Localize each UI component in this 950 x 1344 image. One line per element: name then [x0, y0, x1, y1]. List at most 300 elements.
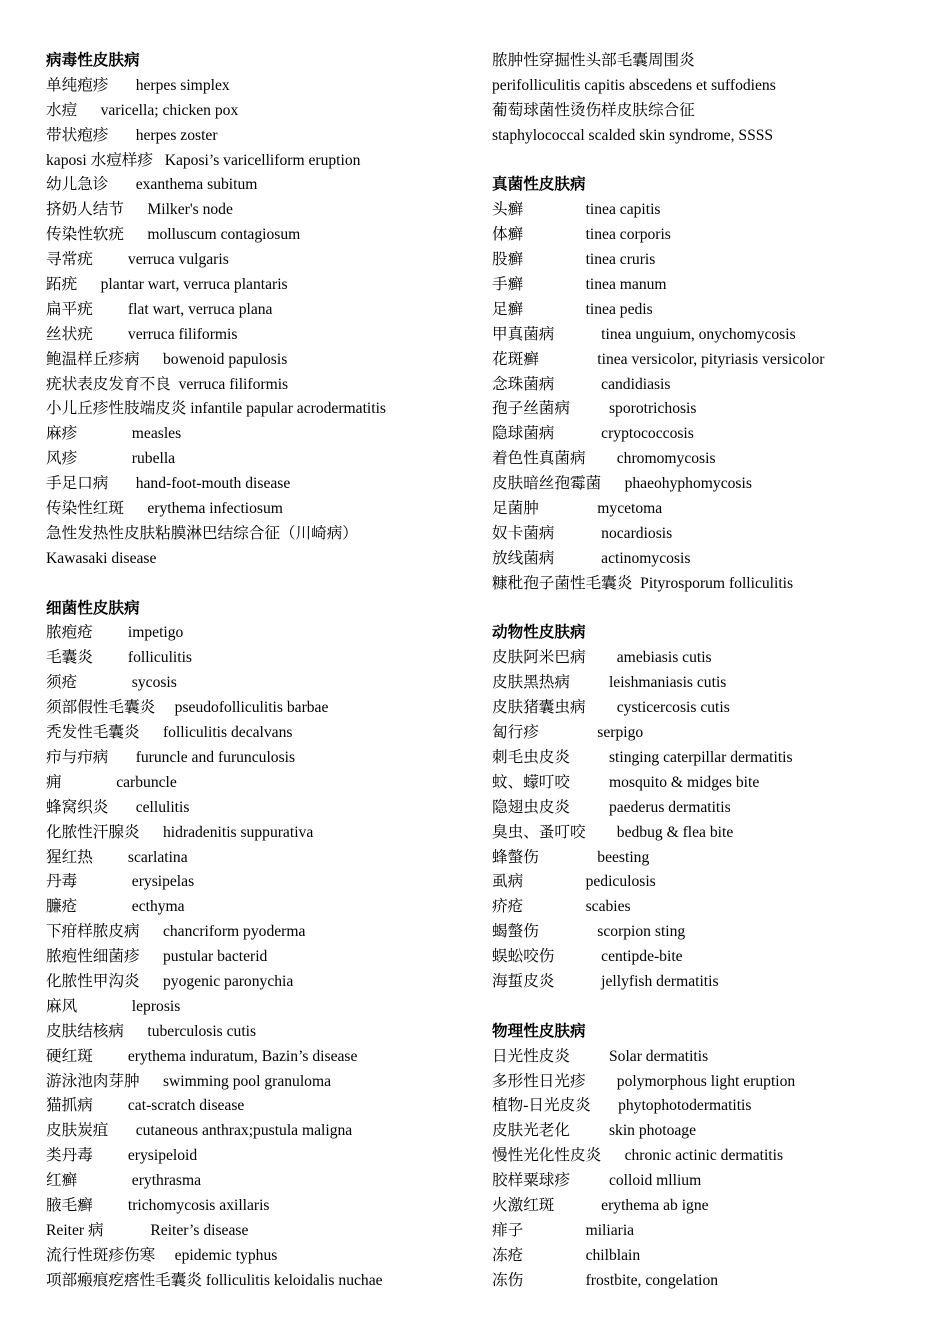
- term-english: erythema ab igne: [601, 1196, 709, 1214]
- term-spacer: [523, 1272, 585, 1289]
- term-chinese: 植物-日光皮炎: [492, 1097, 591, 1115]
- term-chinese: 多形性日光疹: [492, 1072, 586, 1090]
- term-spacer: [108, 77, 135, 94]
- term-chinese: 皮肤光老化: [492, 1122, 570, 1140]
- term-measles: [46, 422, 476, 447]
- term-chinese: 游泳池肉芽肿: [46, 1072, 140, 1090]
- term-chinese: 匐行疹: [492, 724, 539, 742]
- term-skin-photoage: [492, 1119, 932, 1144]
- term-spacer: [586, 649, 617, 666]
- term-verruca-filiformis: [46, 373, 476, 398]
- term-chinese: 蜈蚣咬伤: [492, 948, 555, 966]
- term-spacer: [108, 749, 135, 766]
- term-amebiasis-cutis: [492, 646, 932, 671]
- term-spacer: [570, 1122, 609, 1139]
- term-spacer: [93, 649, 128, 666]
- term-chinese: 冻疮: [492, 1246, 524, 1264]
- term-english: beesting: [597, 848, 650, 866]
- term-spacer: [108, 176, 135, 193]
- term-spacer: [523, 1222, 585, 1239]
- term-english: pseudofolliculitis barbae: [174, 699, 329, 717]
- term-impetigo: [46, 621, 476, 646]
- term-spacer: [93, 1097, 128, 1114]
- term-english: miliaria: [585, 1221, 635, 1239]
- term-chinese: 孢子丝菌病: [492, 400, 570, 418]
- term-chinese: 水痘: [46, 101, 78, 119]
- term-english: pediculosis: [585, 873, 656, 891]
- term-flat-wart-verruca-plana: [46, 298, 476, 323]
- term-spacer: [108, 127, 135, 144]
- term-english: swimming pool granuloma: [162, 1072, 332, 1090]
- term-english: impetigo: [127, 624, 184, 642]
- term-spacer: [108, 799, 135, 816]
- term-bowenoid-papulosis: [46, 348, 476, 373]
- term-spacer: [77, 998, 132, 1015]
- term-english: Milker's node: [147, 201, 233, 219]
- term-chinese: 腋毛癣: [46, 1196, 93, 1214]
- term-chinese: 慢性光化性皮炎: [492, 1147, 602, 1165]
- term-text-line: 脓肿性穿掘性头部毛囊周围炎: [492, 52, 695, 69]
- term-chinese: 小儿丘疹性肢端皮炎: [46, 400, 187, 418]
- term-english: frostbite, congelation: [585, 1271, 719, 1289]
- term-english: colloid mllium: [608, 1172, 702, 1190]
- term-english: Kaposi’s varicelliform eruption: [164, 151, 361, 169]
- term-varicella-chicken-pox: [46, 99, 476, 124]
- term-miliaria: [492, 1219, 932, 1244]
- term-leishmaniasis-cutis: [492, 671, 932, 696]
- term-pityrosporum-folliculitis: [492, 572, 932, 597]
- term-chinese: 隐球菌病: [492, 425, 555, 443]
- term-scabies: [492, 895, 932, 920]
- term-english: herpes simplex: [135, 76, 230, 94]
- term-chinese: 挤奶人结节: [46, 201, 124, 219]
- term-cryptococcosis: [492, 422, 932, 447]
- term-spacer: [62, 774, 117, 791]
- term-english: cat-scratch disease: [127, 1097, 245, 1115]
- term-english: sycosis: [131, 674, 177, 692]
- term-english: amebiasis cutis: [616, 649, 712, 667]
- term-spacer: [93, 1147, 128, 1164]
- term-spacer: [124, 226, 147, 243]
- term-chinese: 麻风: [46, 997, 78, 1015]
- term-english: furuncle and furunculosis: [135, 748, 296, 766]
- term-chinese: 皮肤黑热病: [492, 674, 570, 692]
- term-leprosis: [46, 995, 476, 1020]
- term-scorpion-sting: [492, 920, 932, 945]
- term-spacer: [586, 1073, 617, 1090]
- term-english: chilblain: [585, 1246, 641, 1264]
- term-spacer: [93, 251, 128, 268]
- term-hidradenitis-suppurativa: [46, 821, 476, 846]
- term-english: flat wart, verruca plana: [127, 300, 273, 318]
- term-chinese: 着色性真菌病: [492, 450, 586, 468]
- term-spacer: [591, 1097, 618, 1114]
- term-english: verruca vulgaris: [127, 251, 229, 269]
- term-spacer: [570, 774, 609, 791]
- term-spacer: [586, 450, 617, 467]
- term-english: measles: [131, 425, 182, 443]
- term-english: actinomycosis: [601, 549, 691, 567]
- term-english: folliculitis keloidalis nuchae: [205, 1271, 383, 1289]
- term-spacer: [140, 923, 163, 940]
- term-english: skin photoage: [608, 1122, 697, 1140]
- term-english: chronic actinic dermatitis: [624, 1147, 784, 1165]
- term-chinese: 足癣: [492, 300, 524, 318]
- term-chinese: 放线菌病: [492, 549, 555, 567]
- term-phaeohyphomycosis: [492, 472, 932, 497]
- term-chinese: 蜂螫伤: [492, 848, 539, 866]
- term-english: centipde-bite: [601, 948, 683, 966]
- term-pustular-bacterid: [46, 945, 476, 970]
- term-tinea-corporis: [492, 223, 932, 248]
- term-english: bedbug & flea bite: [616, 823, 734, 841]
- term-chinese: 寻常疣: [46, 251, 93, 269]
- term-chronic-actinic-dermatitis: [492, 1144, 932, 1169]
- term-spacer: [140, 724, 163, 741]
- term-erysipeloid: [46, 1144, 476, 1169]
- term-chinese: 皮肤结核病: [46, 1022, 124, 1040]
- section-spacer: [492, 597, 932, 622]
- term-herpes-simplex: [46, 74, 476, 99]
- term-pyogenic-paronychia: [46, 970, 476, 995]
- term-english: verruca filiformis: [127, 325, 238, 343]
- term-verruca-vulgaris: [46, 248, 476, 273]
- term-chinese: 冻伤: [492, 1271, 524, 1289]
- term-english: tinea unguium, onychomycosis: [601, 325, 796, 343]
- term-chinese: 毛囊炎: [46, 649, 93, 667]
- term-english: leishmaniasis cutis: [608, 674, 727, 692]
- term-chinese: 头癣: [492, 201, 524, 219]
- term-chinese: 花斑癣: [492, 350, 539, 368]
- term-spacer: [586, 699, 617, 716]
- term-chinese: 化脓性汗腺炎: [46, 823, 140, 841]
- term-english: pyogenic paronychia: [162, 972, 294, 990]
- term-spacer: [523, 1247, 585, 1264]
- term-colloid-mllium: [492, 1169, 932, 1194]
- term-epidemic-typhus: [46, 1244, 476, 1269]
- term-english: phytophotodermatitis: [618, 1097, 752, 1115]
- term-text-line: Kawasaki disease: [46, 549, 157, 567]
- term-erythema-ab-igne: [492, 1194, 932, 1219]
- term-rubella: [46, 447, 476, 472]
- term-cysticercosis-cutis: [492, 696, 932, 721]
- term-chinese: 疖与疖病: [46, 748, 109, 766]
- term-english: rubella: [131, 450, 176, 468]
- term-spacer: [601, 475, 624, 492]
- term-exanthema-subitum: [46, 173, 476, 198]
- term-text-line: perifolliculitis capitis abscedens et suffodiens: [492, 76, 776, 94]
- term-english: serpigo: [597, 724, 644, 742]
- term-chromomycosis: [492, 447, 932, 472]
- term-chinese: 风疹: [46, 450, 78, 468]
- term-beesting: [492, 846, 932, 871]
- term-english: scabies: [585, 898, 631, 916]
- term-chinese: 猫抓病: [46, 1097, 93, 1115]
- term-spacer: [554, 326, 601, 343]
- section-heading: 细菌性皮肤病: [46, 599, 140, 617]
- term-reiter-s-disease: [46, 1219, 476, 1244]
- term-spacer: [539, 849, 597, 866]
- term-spacer: [523, 201, 585, 218]
- term-spacer: [155, 699, 175, 716]
- term-scarlatina: [46, 846, 476, 871]
- term-chinese: 蚊、蠓叮咬: [492, 773, 570, 791]
- term-erythema-induratum-bazin-s-disease: [46, 1045, 476, 1070]
- term-spacer: [108, 475, 135, 492]
- term-bedbug-flea-bite: [492, 821, 932, 846]
- term-english: mycetoma: [597, 500, 663, 518]
- term-spacer: [140, 973, 163, 990]
- term-swimming-pool-granuloma: [46, 1070, 476, 1095]
- term-tinea-unguium-onychomycosis: [492, 323, 932, 348]
- term-chinese: 臁疮: [46, 898, 78, 916]
- term-english: cellulitis: [135, 798, 190, 816]
- term-sporotrichosis: [492, 397, 932, 422]
- term-chinese: 带状疱疹: [46, 126, 109, 144]
- term-tinea-capitis: [492, 198, 932, 223]
- term-chinese: 股癣: [492, 251, 524, 269]
- section-spacer: [492, 149, 932, 174]
- term-spacer: [523, 898, 585, 915]
- term-chinese: Reiter 病: [46, 1221, 104, 1239]
- term-paederus-dermatitis: [492, 796, 932, 821]
- term-chinese: 脓疱性细菌疹: [46, 948, 140, 966]
- term-chinese: 胶样粟球疹: [492, 1172, 570, 1190]
- term-spacer: [77, 1172, 132, 1189]
- term-spacer: [601, 1147, 624, 1164]
- term-english: sporotrichosis: [608, 400, 697, 418]
- term-chinese: 须疮: [46, 674, 78, 692]
- term-english: hidradenitis suppurativa: [162, 823, 314, 841]
- term-spacer: [77, 873, 132, 890]
- term-jellyfish-dermatitis: [492, 970, 932, 995]
- term-spacer: [554, 1197, 601, 1214]
- term-spacer: [77, 450, 132, 467]
- term-chinese: 丹毒: [46, 873, 78, 891]
- term-english: cutaneous anthrax;pustula maligna: [135, 1122, 353, 1140]
- term-chinese: 皮肤炭疽: [46, 1122, 109, 1140]
- term-spacer: [124, 1023, 147, 1040]
- term-spacer: [77, 898, 132, 915]
- term-chinese: 丝状疣: [46, 325, 93, 343]
- term-spacer: [93, 1197, 128, 1214]
- term-english: tinea cruris: [585, 251, 656, 269]
- right-column: [492, 49, 932, 1294]
- term-chinese: 蜂窝织炎: [46, 798, 109, 816]
- term-english: Reiter’s disease: [150, 1221, 249, 1239]
- term-chinese: 猩红热: [46, 848, 93, 866]
- term-english: infantile papular acrodermatitis: [190, 400, 386, 418]
- term-infantile-papular-acrodermatitis: [46, 397, 476, 422]
- term-mycetoma: [492, 497, 932, 522]
- term-chinese: 足菌肿: [492, 500, 539, 518]
- term-english: erysipelas: [131, 873, 195, 891]
- term-spacer: [523, 226, 585, 243]
- term-spacer: [570, 749, 609, 766]
- term-english: chromomycosis: [616, 450, 716, 468]
- term-spacer: [140, 948, 163, 965]
- term-chinese: 扁平疣: [46, 300, 93, 318]
- term-spacer: [77, 276, 100, 293]
- term-english: tinea pedis: [585, 300, 653, 318]
- term-chinese: 臭虫、蚤叮咬: [492, 823, 586, 841]
- term-serpigo: [492, 721, 932, 746]
- term-chinese: 单纯疱疹: [46, 76, 109, 94]
- term-kaposi-s-varicelliform-eruption: [46, 149, 476, 174]
- term-verruca-filiformis: [46, 323, 476, 348]
- term-spacer: [93, 326, 128, 343]
- term-spacer: [124, 500, 147, 517]
- term-herpes-zoster: [46, 124, 476, 149]
- term-spacer: [570, 1172, 609, 1189]
- term-polymorphous-light-eruption: [492, 1070, 932, 1095]
- term-phytophotodermatitis: [492, 1094, 932, 1119]
- term-english: Solar dermatitis: [608, 1047, 709, 1065]
- term-chinese: 日光性皮炎: [492, 1047, 570, 1065]
- section-spacer: [46, 572, 476, 597]
- term-spacer: [554, 948, 601, 965]
- section-heading: 真菌性皮肤病: [492, 176, 586, 194]
- term-spacer: [554, 550, 601, 567]
- term-english: tuberculosis cutis: [147, 1022, 257, 1040]
- term-chilblain: [492, 1244, 932, 1269]
- term-spacer: [523, 276, 585, 293]
- term-english: ecthyma: [131, 898, 185, 916]
- term-tuberculosis-cutis: [46, 1020, 476, 1045]
- term-chinese: 皮肤阿米巴病: [492, 649, 586, 667]
- term-spacer: [539, 500, 597, 517]
- term-english: chancriform pyoderma: [162, 923, 306, 941]
- term-chinese: 隐翅虫皮炎: [492, 798, 570, 816]
- term-spacer: [77, 674, 132, 691]
- term-spacer: [153, 152, 165, 169]
- term-spacer: [93, 849, 128, 866]
- term-folliculitis-decalvans: [46, 721, 476, 746]
- term-pediculosis: [492, 870, 932, 895]
- term-english: tinea versicolor, pityriasis versicolor: [597, 350, 825, 368]
- term-spacer: [554, 973, 601, 990]
- term-chinese: 蝎螫伤: [492, 923, 539, 941]
- term-chinese: 痱子: [492, 1221, 524, 1239]
- term-english: verruca filiformis: [178, 375, 289, 393]
- term-english: erythrasma: [131, 1172, 202, 1190]
- term-chinese: 项部瘢痕疙瘩性毛囊炎: [46, 1271, 202, 1289]
- term-spacer: [93, 1048, 128, 1065]
- term-spacer: [77, 102, 100, 119]
- term-chinese: 麻疹: [46, 425, 78, 443]
- term-chinese: 跖疣: [46, 276, 78, 294]
- term-spacer: [632, 575, 640, 592]
- term-chinese: 须部假性毛囊炎: [46, 699, 156, 717]
- term-spacer: [570, 674, 609, 691]
- term-spacer: [93, 624, 128, 641]
- term-chinese: 硬红斑: [46, 1047, 93, 1065]
- term-english: tinea capitis: [585, 201, 661, 219]
- term-actinomycosis: [492, 547, 932, 572]
- term-chinese: 皮肤暗丝孢霉菌: [492, 475, 602, 493]
- term-english: tinea manum: [585, 276, 667, 294]
- term-english: phaeohyphomycosis: [624, 475, 752, 493]
- term-cat-scratch-disease: [46, 1094, 476, 1119]
- term-chinese: 传染性软疣: [46, 226, 124, 244]
- term-erythema-infectiosum: [46, 497, 476, 522]
- term-english: erythema induratum, Bazin’s disease: [127, 1047, 358, 1065]
- term-text-line: staphylococcal scalded skin syndrome, SSSS: [492, 126, 774, 144]
- term-spacer: [554, 376, 601, 393]
- term-tinea-pedis: [492, 298, 932, 323]
- term-spacer: [570, 400, 609, 417]
- term-spacer: [104, 1222, 151, 1239]
- term-chinese: 刺毛虫皮炎: [492, 748, 570, 766]
- term-english: trichomycosis axillaris: [127, 1196, 270, 1214]
- section-heading: 动物性皮肤病: [492, 624, 586, 642]
- term-chinese: 奴卡菌病: [492, 524, 555, 542]
- term-chinese: 甲真菌病: [492, 325, 555, 343]
- term-english: exanthema subitum: [135, 176, 258, 194]
- section-heading: 病毒性皮肤病: [46, 52, 140, 69]
- term-spacer: [140, 824, 163, 841]
- term-mosquito-midges-bite: [492, 771, 932, 796]
- term-english: stinging caterpillar dermatitis: [608, 748, 793, 766]
- term-cellulitis: [46, 796, 476, 821]
- term-chinese: 手足口病: [46, 475, 109, 493]
- term-english: folliculitis: [127, 649, 192, 667]
- term-english: candidiasis: [601, 375, 671, 393]
- term-text-line: 急性发热性皮肤粘膜淋巴结综合征（川崎病）: [46, 524, 358, 542]
- term-ecthyma: [46, 895, 476, 920]
- term-english: jellyfish dermatitis: [601, 972, 719, 990]
- term-spacer: [554, 425, 601, 442]
- term-spacer: [539, 724, 597, 741]
- term-hand-foot-mouth-disease: [46, 472, 476, 497]
- term-spacer: [586, 824, 617, 841]
- term-chinese: 糠秕孢子菌性毛囊炎: [492, 574, 633, 592]
- term-chancriform-pyoderma: [46, 920, 476, 945]
- term-chinese: 火激红斑: [492, 1196, 555, 1214]
- term-chinese: 疥疮: [492, 898, 524, 916]
- term-chinese: 念珠菌病: [492, 375, 555, 393]
- term-spacer: [124, 201, 147, 218]
- term-english: herpes zoster: [135, 126, 218, 144]
- term-tinea-manum: [492, 273, 932, 298]
- term-candidiasis: [492, 373, 932, 398]
- term-english: molluscum contagiosum: [147, 226, 301, 244]
- term-english: carbuncle: [116, 773, 177, 791]
- term-chinese: 海蜇皮炎: [492, 972, 555, 990]
- term-spacer: [554, 525, 601, 542]
- term-english: tinea corporis: [585, 226, 671, 244]
- term-english: cysticercosis cutis: [616, 699, 730, 717]
- term-tinea-versicolor-pityriasis-versicolor: [492, 348, 932, 373]
- term-chinese: 传染性红斑: [46, 500, 124, 518]
- term-english: mosquito & midges bite: [608, 773, 760, 791]
- term-cutaneous-anthrax-pustula-maligna: [46, 1119, 476, 1144]
- term-spacer: [539, 351, 597, 368]
- term-spacer: [140, 351, 163, 368]
- term-english: polymorphous light eruption: [616, 1072, 796, 1090]
- term-english: pustular bacterid: [162, 948, 268, 966]
- term-chinese: 秃发性毛囊炎: [46, 724, 140, 742]
- term-english: erythema infectiosum: [147, 500, 283, 518]
- term-text-line: 葡萄球菌性烫伤样皮肤综合征: [492, 101, 695, 119]
- term-furuncle-and-furunculosis: [46, 746, 476, 771]
- term-erysipelas: [46, 870, 476, 895]
- term-solar-dermatitis: [492, 1045, 932, 1070]
- term-folliculitis-keloidalis-nuchae: [46, 1269, 476, 1294]
- term-english: paederus dermatitis: [608, 798, 731, 816]
- term-molluscum-contagiosum: [46, 223, 476, 248]
- term-spacer: [570, 1048, 609, 1065]
